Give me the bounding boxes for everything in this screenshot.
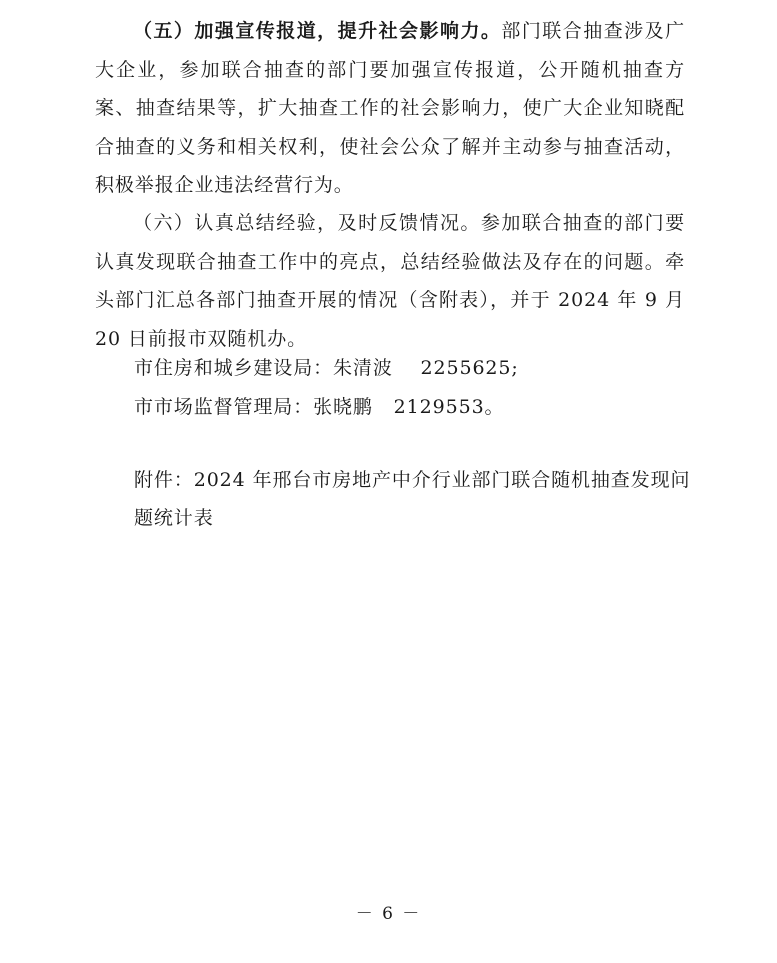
contact-person: 朱清波 — [333, 357, 393, 379]
section-6-heading: （六）认真总结经验，及时反馈情况。 — [133, 212, 481, 234]
contact-org: 市住房和城乡建设局： — [134, 357, 334, 379]
section-5-body: 部门联合抽查涉及广大企业，参加联合抽查的部门要加强宣传报道，公开随机抽查方案、抽查结果等，扩大抽查工作的社会影响力，使广大企业知晓配合抽查的义务和相关权利，使社会公众了解并主动参与抽查活动，积极举报企业违法经营行为。 — [95, 20, 685, 196]
contact-line-housing — [134, 349, 519, 387]
contact-line-market — [134, 388, 504, 426]
contact-org: 市市场监督管理局： — [134, 396, 314, 418]
attachment-title: 2024 年邢台市房地产中介行业部门联合随机抽查发现问题统计表 — [134, 469, 691, 529]
contact-phone: 2255625; — [420, 357, 519, 379]
section-6-paragraph — [95, 204, 685, 358]
page-number: － 6 － — [355, 904, 422, 924]
attachment-note — [134, 461, 694, 537]
contact-person: 张晓鹏 — [313, 396, 373, 418]
section-6-body: 参加联合抽查的部门要认真发现联合抽查工作中的亮点，总结经验做法及存在的问题。牵头部门汇总各部门抽查开展的情况（含附表），并于 2024 年 9 月 20 日前报市双随机办。 — [95, 212, 685, 350]
section-5-heading: （五）加强宣传报道，提升社会影响力。 — [133, 20, 502, 42]
attachment-label: 附件： — [134, 469, 194, 491]
contact-phone: 2129553。 — [393, 396, 505, 418]
section-5-paragraph — [95, 12, 685, 205]
